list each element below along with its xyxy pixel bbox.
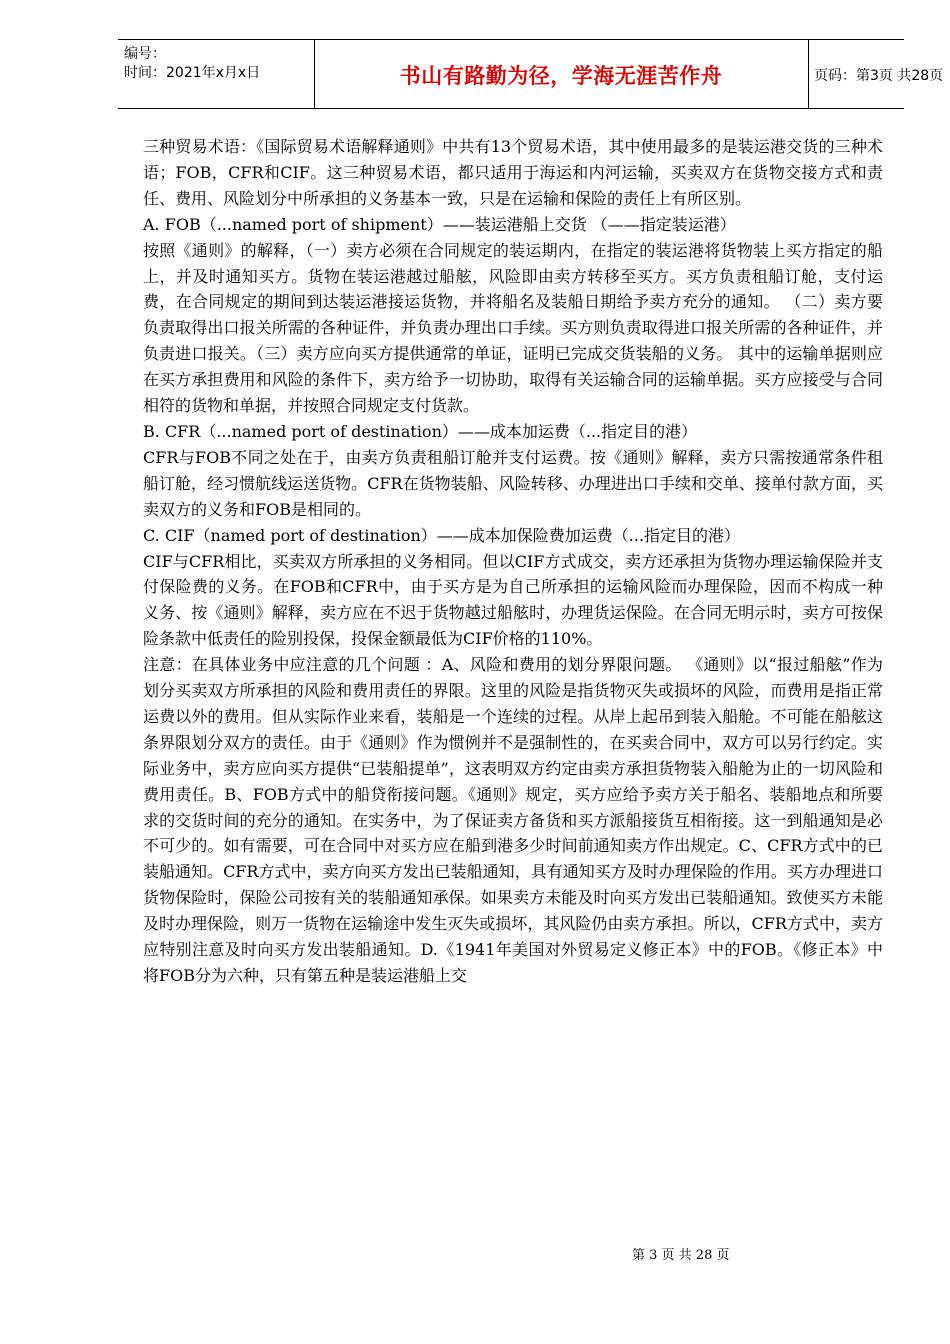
section-heading-fob: A. FOB（...named port of shipment）——装运港船上交货 （——指定装运港） [143,214,736,234]
body-paragraph: CIF与CFR相比，买卖双方所承担的义务相同。但以CIF方式成交，卖方还承担为货物办理运输保险并支付保险费的义务。在FOB和CFR中，由于买方是为自己所承担的运输风险而办理保险，因而不构成一种义务、按《通则》解释，卖方应在不迟于货物越过船舷时，办理货运保险。在合同无明示时，卖方可按保险条款中低责任的险别投保，投保金额最低为CIF价格的110%。 [143,551,883,649]
body-paragraph: 三种贸易术语：《国际贸易术语解释通则》中共有13个贸易术语，其中使用最多的是装运港交货的三种术语；FOB，CFR和CIF。这三种贸易术语，都只适用于海运和内河运输，买卖双方在货物交接方式和责任、费用、风险划分中所承担的义务基本一致，只是在运输和保险的责任上有所区别。 [143,137,883,208]
header-page-cell [808,40,944,108]
notes-paragraph: 注意：在具体业务中应注意的几个问题 ：A、风险和费用的划分界限问题。 《通则》以“报过船舷”作为划分买卖双方所承担的风险和费用责任的界限。这里的风险是指货物灭失或损坏的风险，而费用是指正常运费以外的费用。但从实际作业来看，装船是一个连续的过程。从岸上起吊到装入船舱。不可能在船舷这条界限划分双方的责任。由于《通则》作为惯例并不是强制性的，在买卖合同中，双方可以另行约定。实际业务中，卖方应向买方提供“已装船提单”，这表明双方约定由卖方承担货物装入船舱为止的一切风险和费用责任。B、FOB方式中的船贷衔接问题。《通则》规定，买方应给予卖方关于船名、装船地点和所要求的交货时间的充分的通知。在实务中，为了保证卖方备货和买方派船接货互相衔接。这一到船通知是必不可少的。如有需要，可在合同中对买方应在船到港多少时间前通知卖方作出规定。C、CFR方式中的已装船通知。CFR方式中，卖方向买方发出已装船通知，具有通知买方及时办理保险的作用。买方办理进口货物保险时，保险公司按有关的装船通知承保。如果卖方未能及时向买方发出已装船通知。致使买方未能及时办理保险，则万一货物在运输途中发生灭失或损坏，其风险仍由卖方承担。所以，CFR方式中，卖方应特别注意及时向买方发出装船通知。D.《1941年美国对外贸易定义修正本》中的FOB。《修正本》中将FOB分为六种，只有第五种是装运港船上交 [143,655,883,985]
page-header [118,39,944,109]
document-code-label: 编号： [124,46,166,62]
header-motto-cell [314,40,809,108]
document-time-label: 时间：2021年x月x日 [124,65,261,81]
section-heading-cif: C. CIF（named port of destination）——成本加保险费加运费（...指定目的港） [143,525,741,545]
page-footer: 第 3 页 共 28 页 [632,1248,730,1263]
header-meta-cell [118,40,315,108]
document-body [143,134,883,989]
section-heading-cfr: B. CFR（...named port of destination）——成本加运费（...指定目的港） [143,421,698,441]
header-page-number: 页码：第3页 共28页 [814,68,944,84]
header-motto: 书山有路勤为径，学海无涯苦作舟 [399,64,723,88]
body-paragraph: CFR与FOB不同之处在于，由卖方负责租船订舱并支付运费。按《通则》解释，卖方只需按通常条件租船订舱，经习惯航线运送货物。CFR在货物装船、风险转移、办理进出口手续和交单、接单付款方面，买卖双方的义务和FOB是相同的。 [143,447,883,519]
body-paragraph: 按照《通则》的解释，（一）卖方必须在合同规定的装运期内，在指定的装运港将货物装上买方指定的船上，并及时通知买方。货物在装运港越过船舷，风险即由卖方转移至买方。买方负责租船订舱，支付运费，在合同规定的期间到达装运港接运货物，并将船名及装船日期给予卖方充分的通知。 （二）卖方要负责取得出口报关所需的各种证件，并负责办理出口手续。买方则负责取得进口报关所需的各种证件，并负责进口报关。（三）卖方应向买方提供通常的单证，证明已完成交货装船的义务。 其中的运输单据则应在买方承担费用和风险的条件下，卖方给予一切协助，取得有关运输合同的运输单据。买方应接受与合同相符的货物和单据，并按照合同规定支付货款。 [143,240,883,416]
